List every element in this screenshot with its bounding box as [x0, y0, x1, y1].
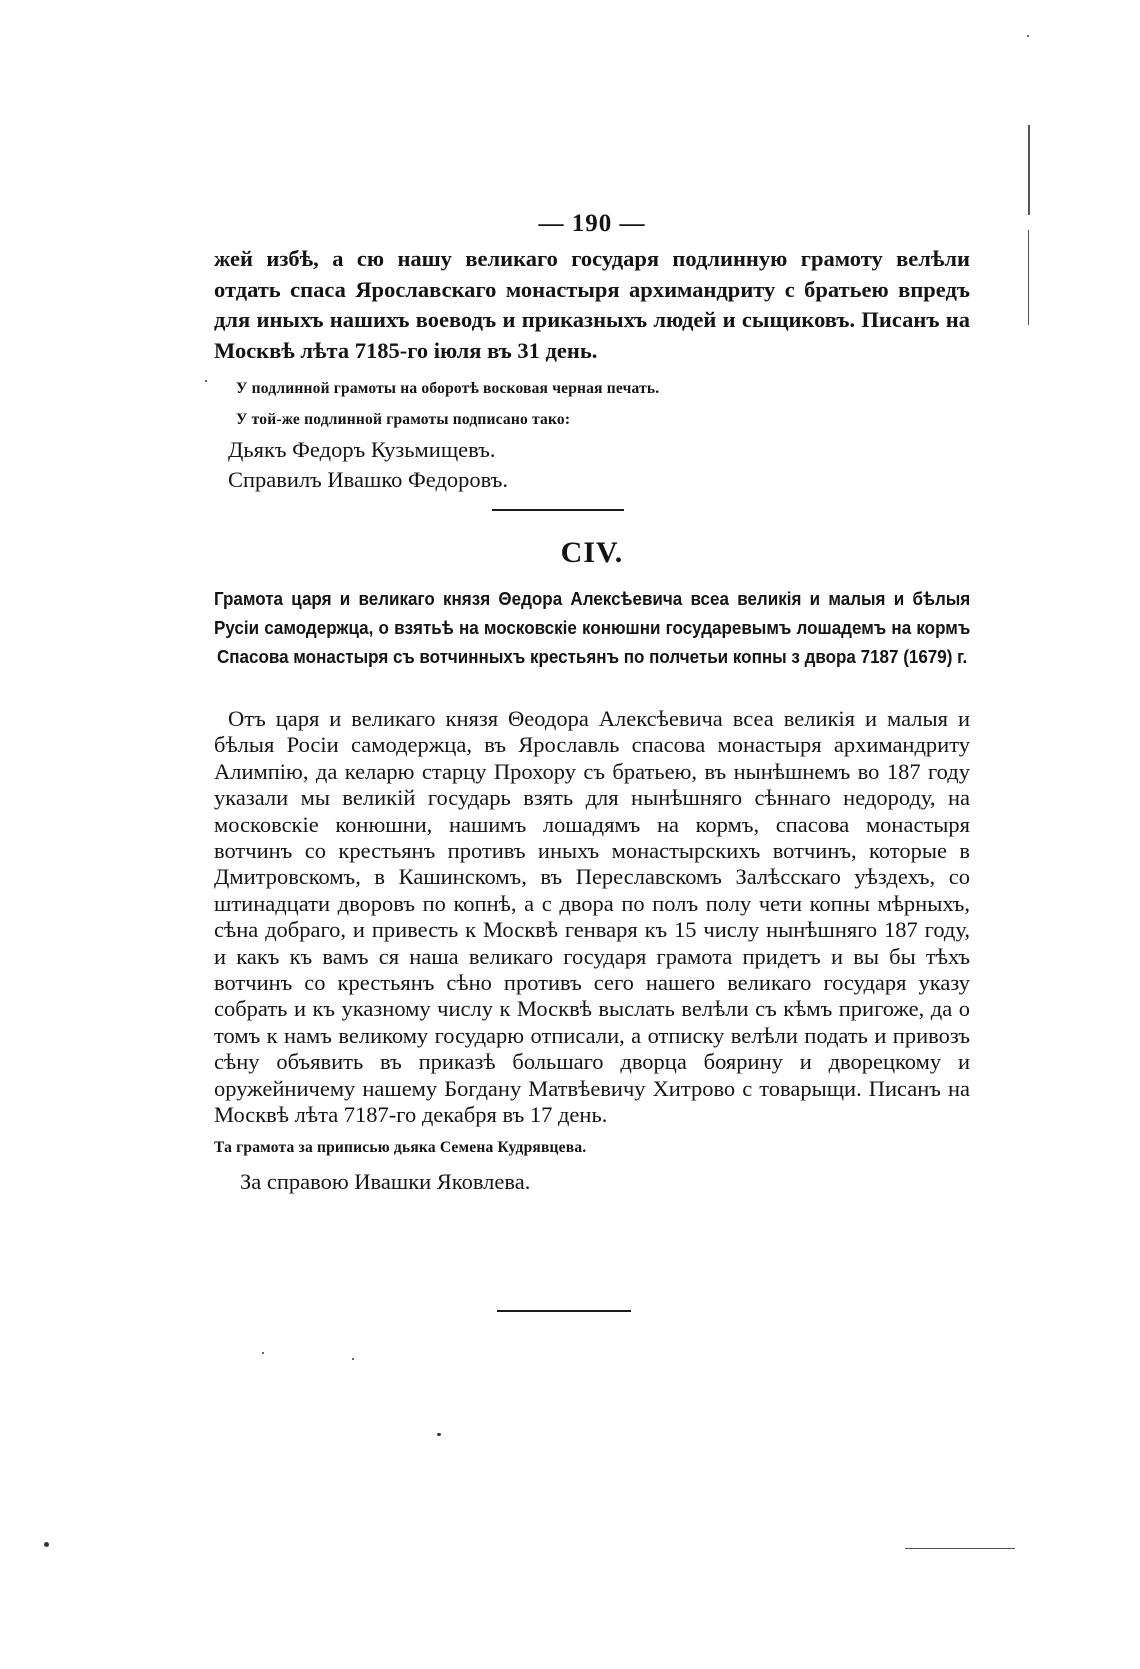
closing-line: За справою Ивашки Яковлева.: [240, 1168, 531, 1194]
charter-body-block: [214, 706, 970, 1195]
section-heading-block: [214, 584, 970, 671]
scan-margin-mark: [1028, 125, 1030, 215]
section-divider-bottom: [497, 1310, 631, 1312]
section-divider-top: [492, 509, 624, 511]
previous-document: [214, 244, 970, 495]
signature-corrector: Справилъ Ивашко Федоровъ.: [228, 467, 508, 492]
charter-body: Отъ царя и великаго князя Θеодора Алексѣевича всеа великія и малыя и бѣлыя Росіи самодержца, въ Ярославль спасова монастыря архимандриту Алимпію, да келарю старцу Прохору съ братьею, въ нынѣшнемъ во 187 году указали мы великій государь взять для нынѣшняго сѣннаго недороду, на московскіе конюшни, нашимъ лошадямъ на кормъ, спасова монастыря вотчинъ со крестьянъ противъ иныхъ монастырскихъ вотчинъ, которые в Дмитровскомъ, в Кашинскомъ, въ Переславскомъ Залѣсскаго уѣздехъ, со штинадцати дворовъ по копнѣ, а с двора по полъ полу чети копны мѣрныхъ, сѣна добраго, и привесть к Москвѣ генваря къ 15 числу нынѣшняго 187 году, и какъ къ вамъ ся наша великаго государя грамота придетъ и вы бы тѣхъ вотчинъ со крестьянъ сѣно противъ сего нашего великаго государя указу собрать и къ указному числу к Москвѣ выслать велѣли съ кѣмъ пригоже, да о томъ к намъ великому государю отписали, а отписку велѣли подать и привозъ сѣну объявить въ приказѣ большаго дворца боярину и дворецкому и оружейничему нашему Богдану Матвѣевичу Хитрово с товарыщи. Писанъ на Москвѣ лѣта 7187-го декабря въ 17 день.: [214, 706, 970, 1128]
page-number: — 190 —: [538, 210, 646, 237]
section-numeral: CIV.: [560, 536, 624, 569]
scan-margin-mark: [1028, 230, 1029, 325]
note-attestation: Та грамота за приписью дьяка Семена Кудрявцева.: [214, 1138, 587, 1156]
closing-paragraph: жей избѣ, а сю нашу великаго государя подлинную грамоту велѣли отдать спаса Ярославскаго монастыря архимандриту с братьею впредъ для иныхъ нашихъ воеводъ и приказныхъ людей и сыщиковъ. Писанъ на Москвѣ лѣта 7185-го іюля въ 31 день.: [214, 246, 970, 363]
note-seal: У подлинной грамоты на оборотѣ восковая черная печать.: [236, 380, 660, 397]
note-signed: У той-же подлинной грамоты подписано тако:: [236, 411, 571, 428]
section-heading: Грамота царя и великаго князя Θедора Алексѣевича всеа великія и малыя и бѣлыя Русіи самодержца, о взятьѣ на московскіе конюшни государевымъ лошадемъ на кормъ Спасова монастыря съ вотчинныхъ крестьянъ по полчетьи копны з двора 7187 (1679) г.: [214, 588, 971, 667]
signature-clerk: Дьякъ Федоръ Кузьмищевъ.: [228, 437, 496, 462]
scan-bottom-mark: [905, 1548, 1015, 1549]
